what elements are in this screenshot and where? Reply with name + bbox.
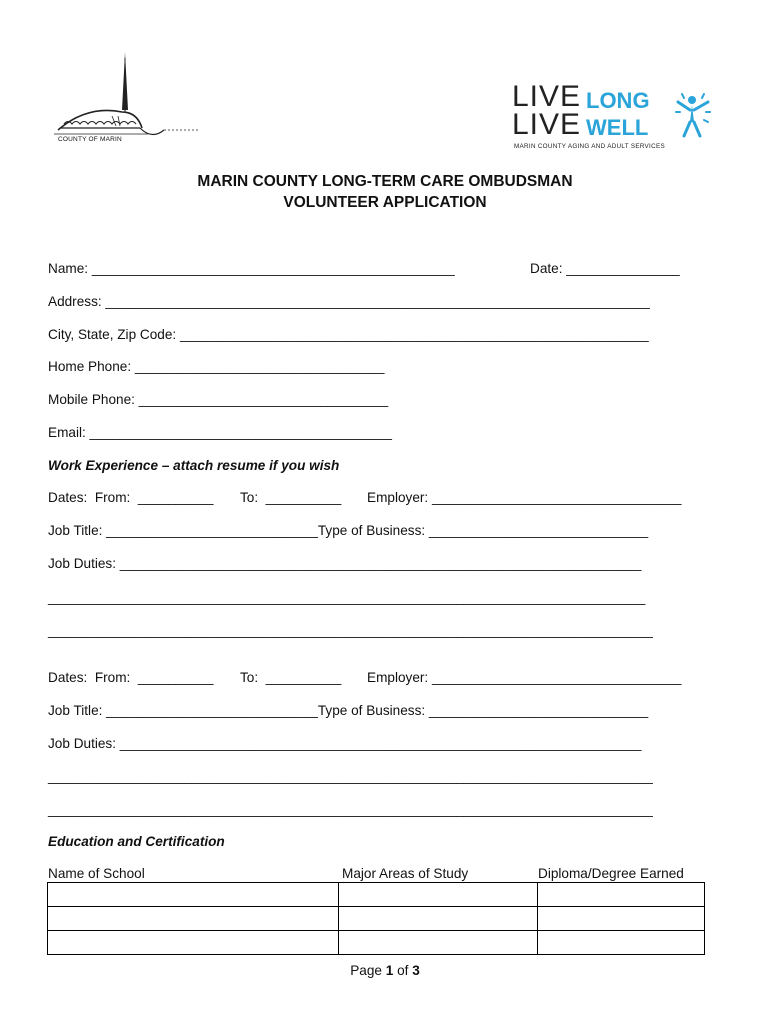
school-cell[interactable] <box>48 931 339 955</box>
col-header-school: Name of School <box>48 866 145 881</box>
page-number <box>0 963 770 978</box>
page-current: 1 <box>385 963 394 978</box>
county-logo-text: COUNTY OF MARIN <box>58 136 122 143</box>
county-logo-graphic <box>52 50 202 150</box>
work2-employer-field[interactable]: Employer: _________________________________ <box>367 670 682 685</box>
page-prefix: Page <box>350 963 386 978</box>
work1-duties-line-1[interactable]: _______________________________________________________________________________ <box>48 590 646 605</box>
page-of: of <box>393 963 413 978</box>
school-cell[interactable] <box>48 883 339 907</box>
county-of-marin-logo <box>52 50 202 150</box>
work1-job-duties-field[interactable]: Job Duties: _____________________________________________________________________ <box>48 556 642 571</box>
home-phone-field[interactable]: Home Phone: _________________________________ <box>48 359 385 374</box>
address-field[interactable]: Address: ________________________________________________________________________ <box>48 294 650 309</box>
llw-live-1: LIVE <box>512 80 582 113</box>
work1-dates-from-field[interactable]: Dates: From: __________ <box>48 490 214 505</box>
major-cell[interactable] <box>339 931 538 955</box>
major-cell[interactable] <box>339 907 538 931</box>
page-total: 3 <box>412 963 420 978</box>
name-field[interactable]: Name: ________________________________________________ <box>48 261 455 276</box>
work2-duties-line-1[interactable]: ________________________________________________________________________________ <box>48 769 653 784</box>
llw-long: LONG <box>586 88 650 113</box>
work2-job-title-field[interactable]: Job Title: ____________________________Type of Business: _____________________________ <box>48 703 649 718</box>
live-long-live-well-logo <box>512 80 717 154</box>
form-title-line-2: VOLUNTEER APPLICATION <box>283 194 487 211</box>
work-experience-heading: Work Experience – attach resume if you wish <box>48 458 340 473</box>
degree-cell[interactable] <box>538 907 705 931</box>
education-table <box>47 882 705 955</box>
work1-job-title-field[interactable]: Job Title: ____________________________Type of Business: _____________________________ <box>48 523 649 538</box>
degree-cell[interactable] <box>538 931 705 955</box>
llw-well: WELL <box>586 115 649 140</box>
table-row <box>48 931 705 955</box>
mobile-phone-field[interactable]: Mobile Phone: _________________________________ <box>48 392 389 407</box>
table-row <box>48 883 705 907</box>
work1-duties-line-2[interactable]: ________________________________________________________________________________ <box>48 623 653 638</box>
work1-employer-field[interactable]: Employer: _________________________________ <box>367 490 682 505</box>
work2-dates-from-field[interactable]: Dates: From: __________ <box>48 670 214 685</box>
form-title-line-1: MARIN COUNTY LONG-TERM CARE OMBUDSMAN <box>197 173 573 190</box>
degree-cell[interactable] <box>538 883 705 907</box>
date-field[interactable]: Date: _______________ <box>530 261 680 276</box>
col-header-major: Major Areas of Study <box>342 866 469 881</box>
email-field[interactable]: Email: ________________________________________ <box>48 425 392 440</box>
table-row <box>48 907 705 931</box>
major-cell[interactable] <box>339 883 538 907</box>
education-heading: Education and Certification <box>48 834 225 849</box>
llw-live-2: LIVE <box>512 108 582 141</box>
work2-job-duties-field[interactable]: Job Duties: _____________________________________________________________________ <box>48 736 642 751</box>
llw-sub-text: MARIN COUNTY AGING AND ADULT SERVICES <box>514 143 665 150</box>
col-header-degree: Diploma/Degree Earned <box>538 866 684 881</box>
work2-duties-line-2[interactable]: ________________________________________________________________________________ <box>48 802 653 817</box>
sun-figure-icon <box>674 90 714 140</box>
city-state-zip-field[interactable]: City, State, Zip Code: ______________________________________________________________ <box>48 327 649 342</box>
work1-to-field[interactable]: To: __________ <box>240 490 342 505</box>
school-cell[interactable] <box>48 907 339 931</box>
work2-to-field[interactable]: To: __________ <box>240 670 342 685</box>
